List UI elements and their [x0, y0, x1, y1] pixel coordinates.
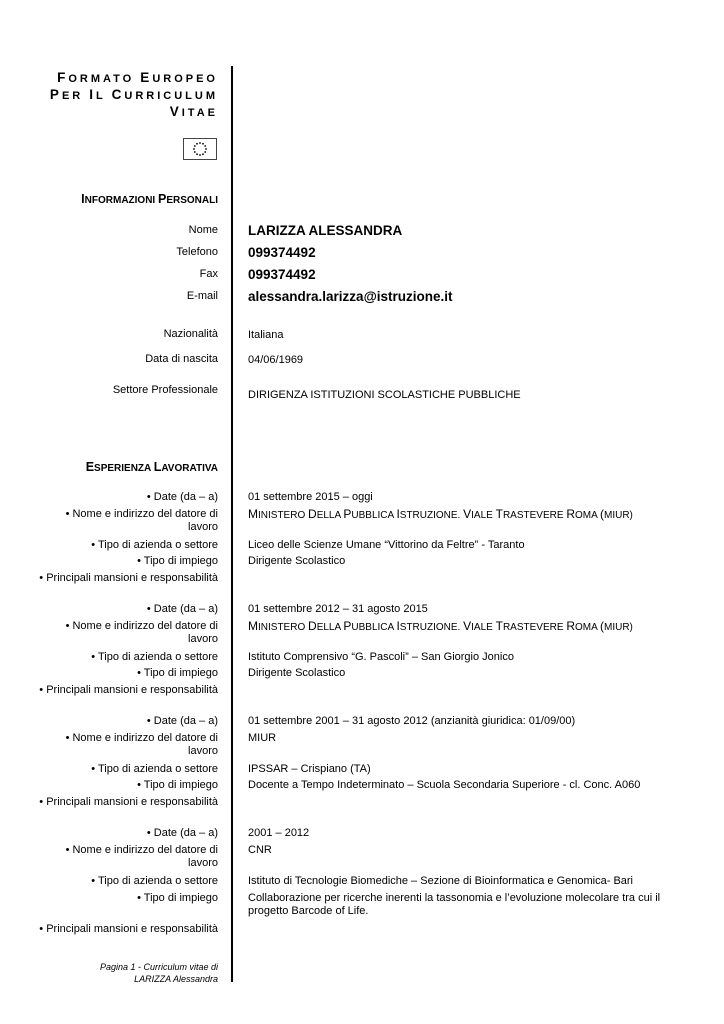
type-label: • Tipo di azienda o settore	[91, 875, 218, 887]
job-label: • Tipo di impiego	[137, 555, 218, 567]
page-footer	[60, 961, 218, 985]
entry-type: Istituto Comprensivo “G. Pascoli” – San Giorgio Jonico	[248, 651, 514, 663]
eu-flag-icon	[183, 138, 217, 160]
fax-value: 099374492	[248, 267, 316, 282]
title-line-3: VITAE	[169, 104, 218, 119]
job-label: • Tipo di impiego	[137, 667, 218, 679]
personal-info-heading: INFORMAZIONI PERSONALI	[81, 192, 218, 206]
entry-date: 01 settembre 2001 – 31 agosto 2012 (anzianità giuridica: 01/09/00)	[248, 715, 576, 727]
duties-label: • Principali mansioni e responsabilità	[39, 923, 218, 935]
entry-type: Istituto di Tecnologie Biomediche – Sezione di Bioinformatica e Genomica- Bari	[248, 875, 633, 887]
job-label: • Tipo di impiego	[137, 892, 218, 904]
employer-label: • Nome e indirizzo del datore di lavoro	[65, 844, 218, 869]
duties-label: • Principali mansioni e responsabilità	[39, 684, 218, 696]
entry-type: IPSSAR – Crispiano (TA)	[248, 763, 371, 775]
entry-date: 2001 – 2012	[248, 827, 310, 839]
footer-line-1: Pagina 1 - Curriculum vitae di	[99, 962, 218, 972]
sector-label: Settore Professionale	[112, 384, 218, 396]
entry-employer: MINISTERO DELLA PUBBLICA ISTRUZIONE. VIALE TRASTEVERE ROMA (MIUR)	[248, 507, 633, 521]
entry-date: 01 settembre 2015 – oggi	[248, 491, 373, 503]
phone-label: Telefono	[176, 246, 218, 258]
entry-date: 01 settembre 2012 – 31 agosto 2015	[248, 603, 428, 615]
entry-employer: CNR	[248, 844, 272, 856]
type-label: • Tipo di azienda o settore	[91, 651, 218, 663]
birthdate-value: 04/06/1969	[248, 354, 304, 366]
duties-label: • Principali mansioni e responsabilità	[39, 796, 218, 808]
email-label: E-mail	[186, 290, 218, 302]
entry-job: Dirigente Scolastico	[248, 555, 346, 567]
name-value: LARIZZA ALESSANDRA	[248, 223, 403, 238]
type-label: • Tipo di azienda o settore	[91, 539, 218, 551]
cv-title	[40, 70, 218, 121]
email-value: alessandra.larizza@istruzione.it	[248, 289, 453, 304]
nationality-value: Italiana	[248, 329, 284, 341]
title-line-1: FORMATO EUROPEO	[57, 70, 218, 85]
vertical-divider	[231, 66, 233, 982]
work-experience-heading: ESPERIENZA LAVORATIVA	[85, 460, 218, 474]
sector-value: DIRIGENZA ISTITUZIONI SCOLASTICHE PUBBLICHE	[248, 389, 521, 401]
title-line-2: PER IL CURRICULUM	[49, 87, 218, 102]
birthdate-label: Data di nascita	[145, 353, 218, 365]
date-label: • Date (da – a)	[146, 827, 218, 839]
date-label: • Date (da – a)	[146, 491, 218, 503]
entry-type: Liceo delle Scienze Umane “Vittorino da Feltre” - Taranto	[248, 539, 525, 551]
employer-label: • Nome e indirizzo del datore di lavoro	[65, 508, 218, 533]
entry-job: Dirigente Scolastico	[248, 667, 346, 679]
footer-line-2: LARIZZA Alessandra	[134, 974, 218, 984]
type-label: • Tipo di azienda o settore	[91, 763, 218, 775]
entry-employer: MINISTERO DELLA PUBBLICA ISTRUZIONE. VIALE TRASTEVERE ROMA (MIUR)	[248, 619, 633, 633]
entry-job: Docente a Tempo Indeterminato – Scuola Secondaria Superiore - cl. Conc. A060	[248, 779, 641, 791]
entry-employer: MIUR	[248, 732, 277, 744]
job-label: • Tipo di impiego	[137, 779, 218, 791]
employer-label: • Nome e indirizzo del datore di lavoro	[65, 732, 218, 757]
employer-label: • Nome e indirizzo del datore di lavoro	[65, 620, 218, 645]
date-label: • Date (da – a)	[146, 715, 218, 727]
entry-job: Collaborazione per ricerche inerenti la tassonomia e l’evoluzione molecolare tra cui il progetto Barcode of Life.	[248, 892, 661, 917]
duties-label: • Principali mansioni e responsabilità	[39, 572, 218, 584]
name-label: Nome	[188, 224, 218, 236]
nationality-label: Nazionalità	[163, 328, 218, 340]
date-label: • Date (da – a)	[146, 603, 218, 615]
fax-label: Fax	[199, 268, 218, 280]
phone-value: 099374492	[248, 245, 316, 260]
